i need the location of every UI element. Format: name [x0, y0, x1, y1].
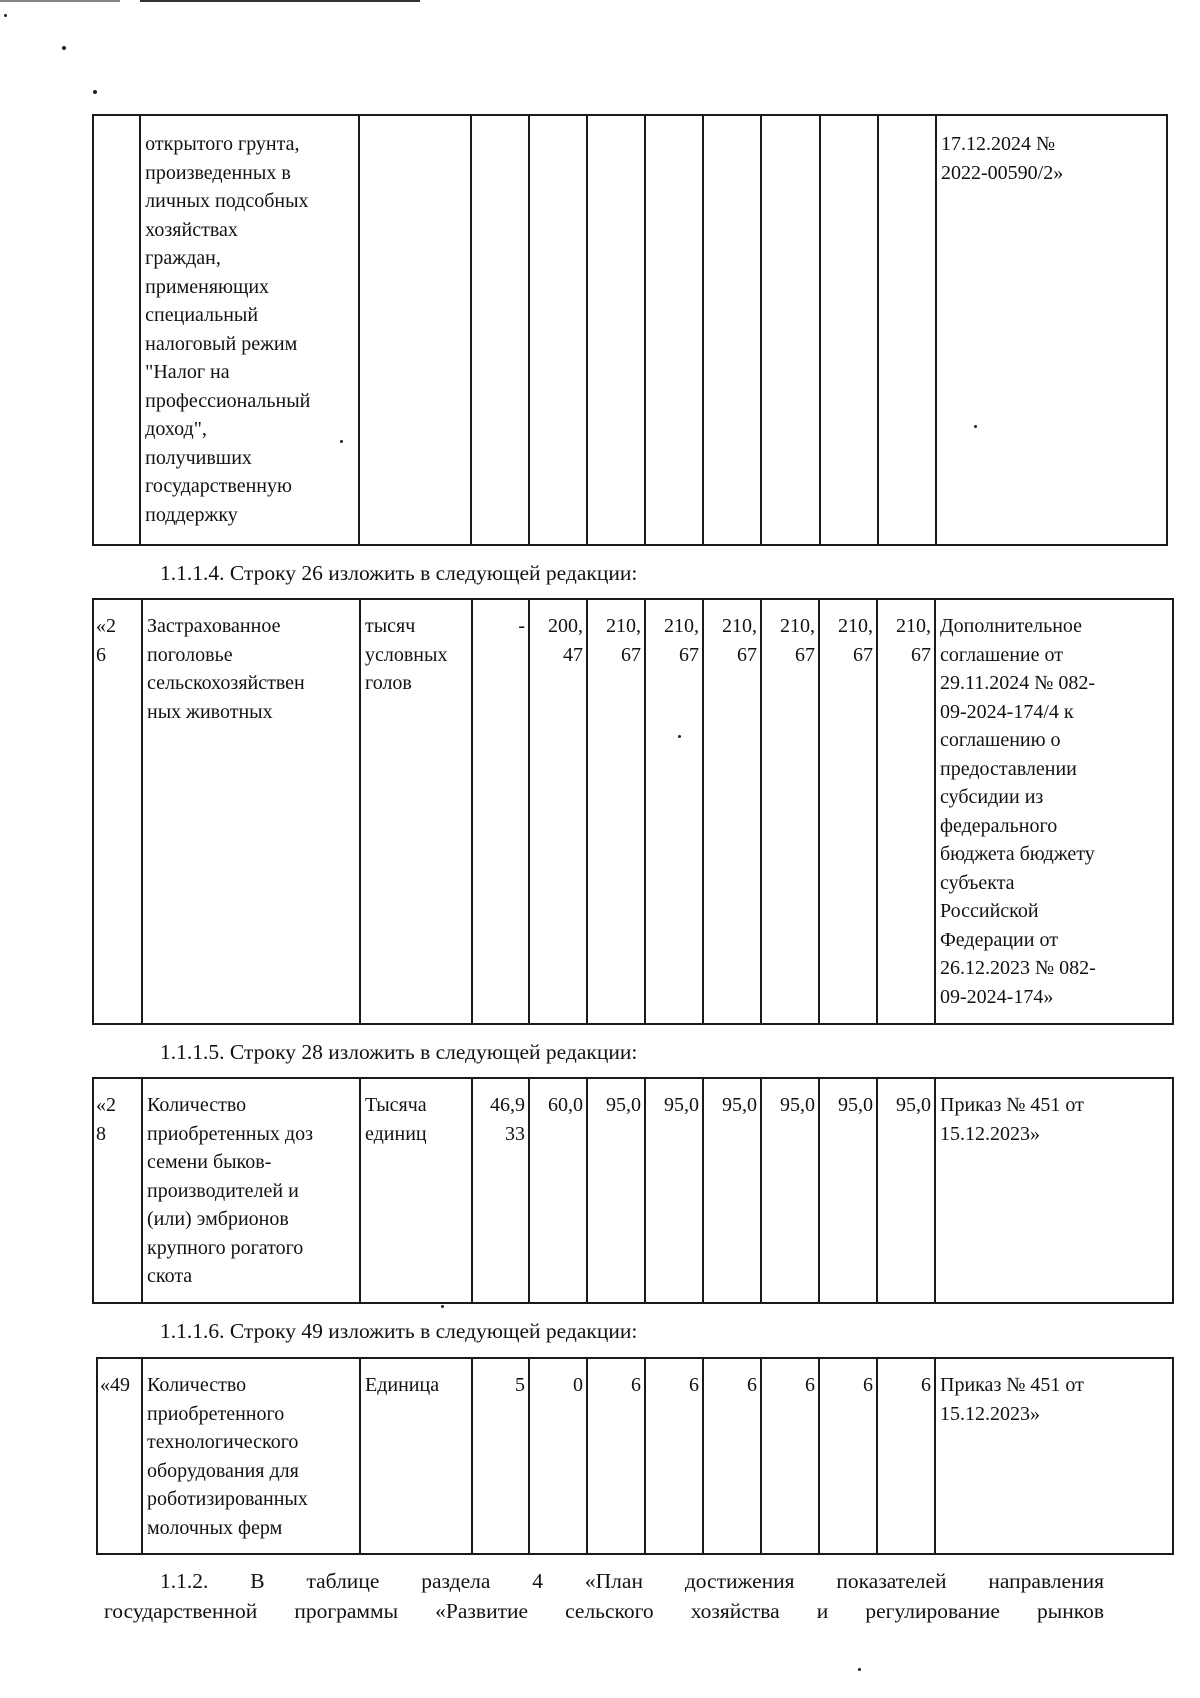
text-line: произведенных в [145, 161, 291, 184]
text-line: «49 [100, 1374, 130, 1396]
text-line: хозяйствах [145, 218, 238, 241]
intro-row-28: 1.1.1.5. Строку 28 изложить в следующей редакции: [160, 1040, 638, 1064]
row-number-cell [97, 1358, 142, 1554]
text-line: Количество [147, 1374, 247, 1396]
text-line: 95,0 [838, 1094, 873, 1116]
text-line: федерального [940, 814, 1058, 837]
text-line: 95,0 [722, 1094, 757, 1116]
value-cell [703, 115, 761, 545]
text-line: технологического [147, 1431, 299, 1453]
text-line: 2022-00590/2» [941, 161, 1064, 184]
row49-table [96, 1357, 1174, 1555]
text-line: 6 [921, 1374, 931, 1396]
text-line: оборудования для [147, 1459, 299, 1482]
paragraph-1-1-2 [104, 1566, 1104, 1626]
text-line: 210, [606, 615, 641, 637]
unit-cell [360, 1078, 472, 1303]
value-cell [587, 1078, 645, 1303]
text-line: молочных ферм [147, 1516, 283, 1539]
text-line: открытого грунта, [145, 133, 300, 155]
text-line: 95,0 [896, 1094, 931, 1116]
text-line: 6 [689, 1374, 699, 1396]
value-cell [587, 1358, 645, 1554]
value-cell [587, 115, 645, 545]
text-line: 95,0 [780, 1094, 815, 1116]
text-line: 15.12.2023» [940, 1122, 1040, 1145]
value-cell [645, 1358, 703, 1554]
unit-cell [360, 599, 472, 1024]
text-line: Дополнительное [940, 615, 1083, 637]
table-row [93, 115, 1167, 545]
text-line: 6 [863, 1374, 873, 1396]
value-cell [820, 115, 878, 545]
text-line: голов [365, 672, 412, 694]
fragment-table [92, 114, 1168, 546]
text-line: 8 [96, 1122, 106, 1145]
text-line: 95,0 [664, 1094, 699, 1116]
text-line: поголовье [147, 643, 233, 666]
text-line: 29.11.2024 № 082- [940, 672, 1095, 694]
text-line: Количество [147, 1094, 247, 1116]
text-line: соглашению о [940, 729, 1061, 751]
text-line: 26.12.2023 № 082- [940, 957, 1096, 979]
value-cell [471, 115, 528, 545]
source-cell [936, 115, 1167, 545]
text-line: 6 [805, 1374, 815, 1396]
value-cell [529, 1078, 587, 1303]
text-line: 210, [664, 615, 699, 637]
text-line: Приказ № 451 от [940, 1374, 1084, 1396]
intro-row-26: 1.1.1.4. Строку 26 изложить в следующей редакции: [160, 561, 638, 585]
row-number-cell [93, 599, 142, 1024]
source-cell [935, 599, 1173, 1024]
indicator-name-cell [142, 599, 360, 1024]
text-line: применяющих [145, 275, 270, 298]
unit-cell [360, 1358, 472, 1554]
row-number-cell [93, 115, 140, 545]
value-cell [587, 599, 645, 1024]
text-line: 09-2024-174» [940, 985, 1054, 1008]
text-line: поддержку [145, 503, 238, 526]
text-line: тысяч [365, 615, 416, 637]
text-line: скота [147, 1265, 193, 1287]
text-line: 210, [838, 615, 873, 637]
value-cell [529, 115, 587, 545]
text-line: сельскохозяйствен [147, 672, 305, 694]
value-cell [703, 599, 761, 1024]
row28-table [92, 1077, 1174, 1304]
text-line: 67 [853, 643, 873, 666]
text-line: 67 [737, 643, 757, 666]
text-line: 95,0 [606, 1094, 641, 1116]
indicator-name-cell [142, 1078, 360, 1303]
value-cell [645, 115, 703, 545]
table-row [97, 1358, 1173, 1554]
text-line: 6 [96, 643, 106, 666]
text-line: получивших [145, 446, 252, 469]
text-line: специальный [145, 304, 259, 326]
value-cell [529, 1358, 587, 1554]
source-cell [935, 1078, 1173, 1303]
text-line: «2 [96, 615, 116, 637]
row26-table [92, 598, 1174, 1025]
scan-top-line [140, 0, 420, 2]
text-line: субсидии из [940, 786, 1044, 808]
source-cell [935, 1358, 1173, 1554]
text-line: Единица [365, 1374, 440, 1396]
scan-top-line-left [0, 0, 120, 2]
indicator-name-cell [140, 115, 359, 545]
indicator-name-cell [142, 1358, 360, 1554]
text-line: приобретенных доз [147, 1122, 313, 1145]
text-line: 210, [722, 615, 757, 637]
row-number-cell [93, 1078, 142, 1303]
paragraph-line: 1.1.2. В таблице раздела 4 «План достижения показателей направления [160, 1569, 1104, 1593]
value-cell [877, 1078, 935, 1303]
scan-dot [4, 14, 7, 17]
scan-dot [858, 1668, 861, 1671]
text-line: граждан, [145, 247, 221, 269]
value-cell [472, 599, 529, 1024]
text-line: налоговый режим [145, 332, 298, 355]
text-line: 210, [896, 615, 931, 637]
text-line: 60,0 [548, 1094, 583, 1116]
text-line: крупного рогатого [147, 1236, 304, 1259]
value-cell [819, 1078, 877, 1303]
text-line: 09-2024-174/4 к [940, 700, 1074, 723]
text-line: семени быков- [147, 1151, 272, 1173]
text-line: 67 [795, 643, 815, 666]
text-line: личных подсобных [145, 190, 309, 212]
text-line: доход", [145, 418, 207, 440]
text-line: "Налог на [145, 361, 230, 383]
table-row [93, 599, 1173, 1024]
text-line: 17.12.2024 № [941, 133, 1056, 155]
value-cell [761, 115, 819, 545]
text-line: Российской [940, 900, 1039, 922]
text-line: производителей и [147, 1179, 299, 1202]
text-line: «2 [96, 1094, 116, 1116]
text-line: ных животных [147, 700, 273, 723]
paragraph-line: государственной программы «Развитие сельского хозяйства и регулирование рынков [104, 1599, 1104, 1623]
intro-row-49: 1.1.1.6. Строку 49 изложить в следующей редакции: [160, 1319, 638, 1343]
value-cell [761, 599, 819, 1024]
text-line: роботизированных [147, 1488, 308, 1510]
text-line: 0 [573, 1374, 583, 1396]
text-line: 67 [679, 643, 699, 666]
value-cell [529, 599, 587, 1024]
text-line: 15.12.2023» [940, 1402, 1040, 1425]
unit-cell [359, 115, 471, 545]
value-cell [472, 1078, 529, 1303]
value-cell [761, 1358, 819, 1554]
text-line: 6 [631, 1374, 641, 1396]
text-line: 210, [780, 615, 815, 637]
text-line: 67 [621, 643, 641, 666]
text-line: приобретенного [147, 1402, 285, 1425]
text-line: - [518, 615, 525, 637]
value-cell [877, 599, 935, 1024]
text-line: 67 [911, 643, 931, 666]
text-line: 33 [505, 1122, 525, 1145]
text-line: Приказ № 451 от [940, 1094, 1084, 1116]
value-cell [645, 599, 703, 1024]
value-cell [761, 1078, 819, 1303]
value-cell [878, 115, 936, 545]
table-row [93, 1078, 1173, 1303]
value-cell [703, 1358, 761, 1554]
text-line: 47 [563, 643, 583, 666]
text-line: Тысяча [365, 1094, 427, 1116]
text-line: бюджета бюджету [940, 843, 1095, 865]
scan-dot [441, 1305, 444, 1308]
text-line: условных [365, 643, 448, 666]
value-cell [819, 599, 877, 1024]
scan-dot [62, 46, 66, 50]
value-cell [645, 1078, 703, 1303]
text-line: Федерации от [940, 928, 1058, 951]
text-line: 200, [548, 615, 583, 637]
scan-dot [93, 90, 97, 94]
value-cell [703, 1078, 761, 1303]
text-line: соглашение от [940, 643, 1063, 666]
value-cell [472, 1358, 529, 1554]
text-line: профессиональный [145, 389, 311, 412]
text-line: 6 [747, 1374, 757, 1396]
text-line: Застрахованное [147, 615, 281, 637]
text-line: субъекта [940, 871, 1015, 894]
text-line: 5 [515, 1374, 525, 1396]
text-line: (или) эмбрионов [147, 1208, 289, 1230]
text-line: государственную [145, 475, 292, 497]
text-line: единиц [365, 1122, 427, 1145]
value-cell [819, 1358, 877, 1554]
value-cell [877, 1358, 935, 1554]
text-line: предоставлении [940, 757, 1077, 780]
text-line: 46,9 [490, 1094, 525, 1116]
